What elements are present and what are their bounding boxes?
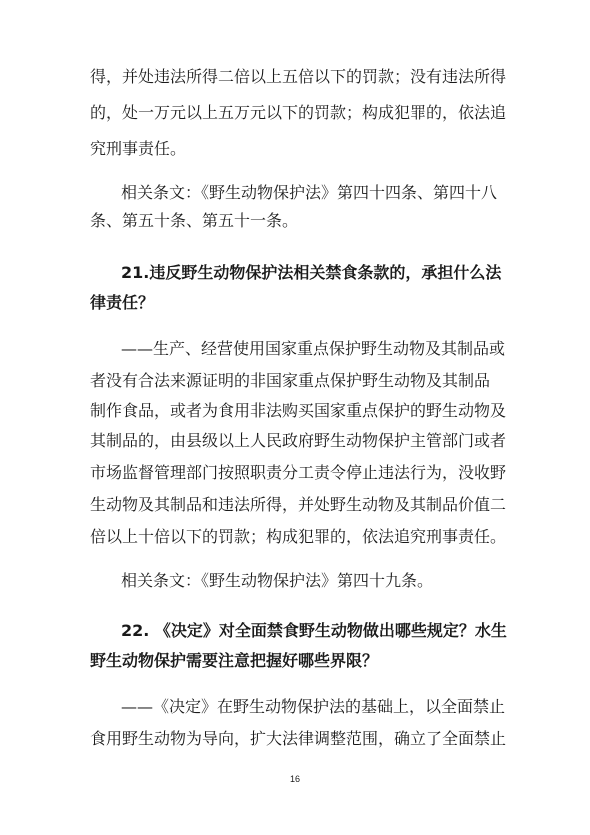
text-line: 相关条文：《野生动物保护法》第四十九条。 [121, 571, 434, 590]
heading-line: 21.违反野生动物保护法相关禁食条款的，承担什么法 [121, 263, 502, 282]
heading-line: 律责任？ [90, 293, 155, 312]
heading-line: 野生动物保护需要注意把握好哪些界限？ [90, 651, 379, 670]
heading-line: 22. 《决定》对全面禁食野生动物做出哪些规定？水生 [121, 621, 507, 640]
text-line: 者没有合法来源证明的非国家重点保护野生动物及其制品 [90, 371, 491, 390]
text-line: 市场监督管理部门按照职责分工责令停止违法行为，没收野 [90, 463, 507, 482]
text-line: 制作食品，或者为食用非法购买国家重点保护的野生动物及 [90, 401, 507, 420]
text-line: ——生产、经营使用国家重点保护野生动物及其制品或 [121, 339, 506, 358]
text-line: 食用野生动物为导向，扩大法律调整范围，确立了全面禁止 [90, 729, 507, 748]
text-line: 倍以上十倍以下的罚款；构成犯罪的，依法追究刑事责任。 [90, 527, 507, 546]
text-line: 生动物及其制品和违法所得，并处野生动物及其制品价值二 [90, 495, 507, 514]
text-line: 的，处一万元以上五万元以下的罚款；构成犯罪的，依法追 [90, 103, 507, 122]
page-number: 16 [289, 774, 300, 784]
text-line: ——《决定》在野生动物保护法的基础上，以全面禁止 [121, 697, 506, 716]
text-line: 究刑事责任。 [90, 139, 187, 158]
text-line: 条、第五十条、第五十一条。 [90, 211, 299, 230]
text-line: 其制品的，由县级以上人民政府野生动物保护主管部门或者 [90, 431, 507, 450]
text-line: 得，并处违法所得二倍以上五倍以下的罚款；没有违法所得 [90, 67, 507, 86]
text-line: 相关条文：《野生动物保护法》第四十四条、第四十八 [121, 183, 498, 202]
